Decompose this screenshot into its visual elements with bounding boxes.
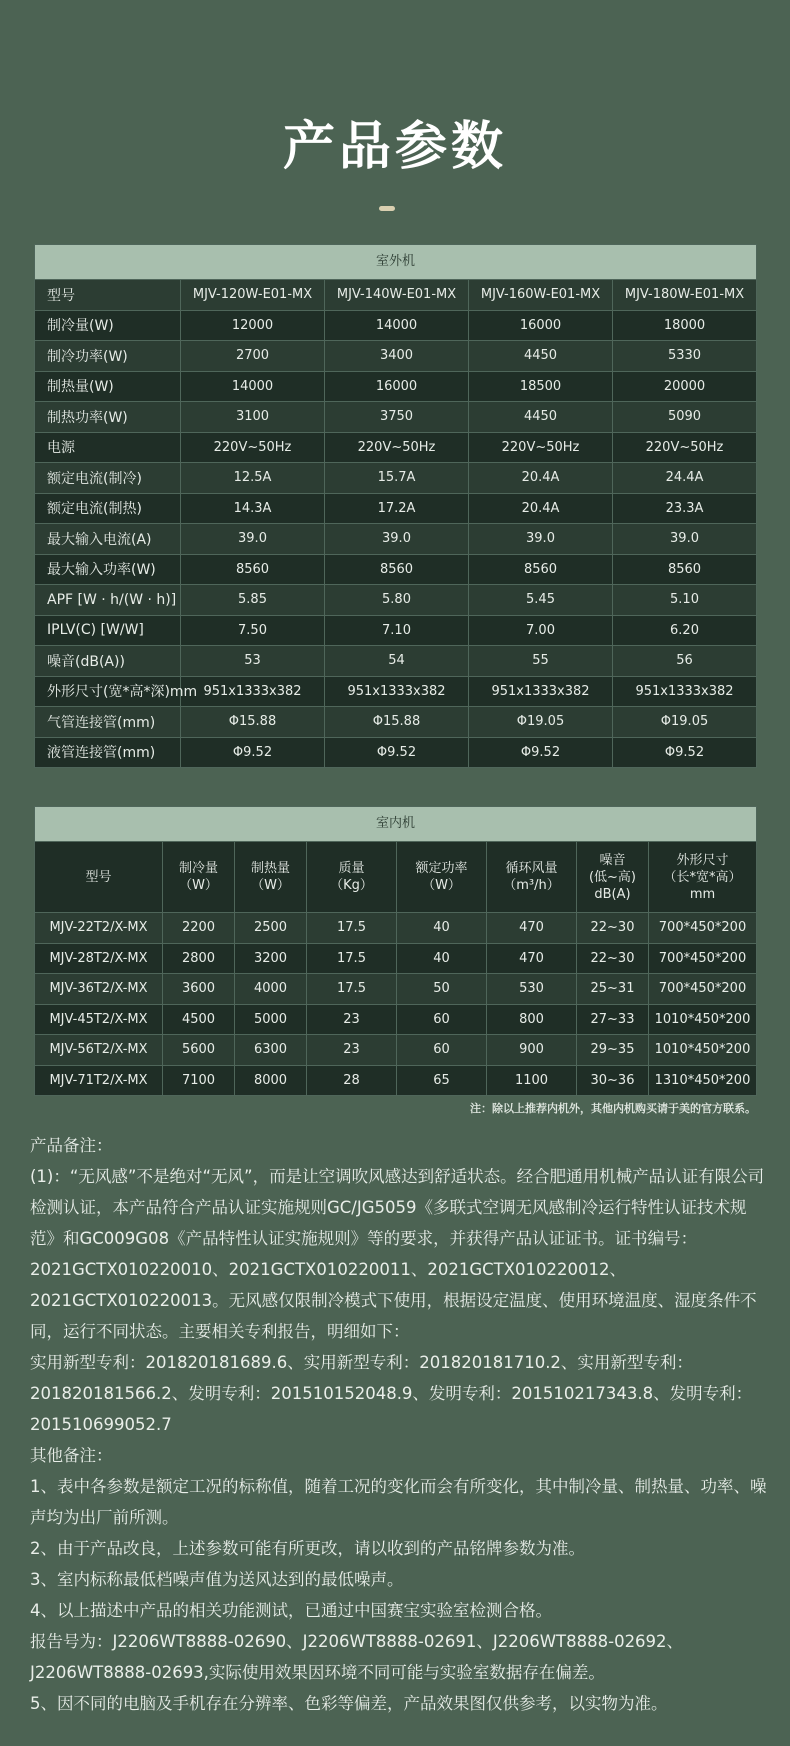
outdoor-cell: 23.3A bbox=[613, 493, 757, 524]
outdoor-cell: 5.85 bbox=[181, 585, 325, 616]
outdoor-row-label: 液管连接管(mm) bbox=[35, 737, 181, 768]
indoor-cell: MJV-45T2/X-MX bbox=[35, 1004, 163, 1035]
outdoor-cell: 16000 bbox=[469, 310, 613, 341]
outdoor-cell: 53 bbox=[181, 646, 325, 677]
outdoor-cell: 5.80 bbox=[325, 585, 469, 616]
indoor-header-line: （长*宽*高） bbox=[663, 869, 742, 885]
outdoor-row bbox=[35, 585, 757, 616]
outdoor-row-label: APF [W · h/(W · h)] bbox=[35, 585, 181, 616]
outdoor-row bbox=[35, 676, 757, 707]
outdoor-cell: Φ19.05 bbox=[613, 707, 757, 738]
outdoor-row bbox=[35, 615, 757, 646]
remark-paragraph: 4、以上描述中产品的相关功能测试，已通过中国赛宝实验室检测合格。 bbox=[30, 1601, 552, 1620]
outdoor-cell: 8560 bbox=[181, 554, 325, 585]
indoor-header-6 bbox=[577, 842, 649, 913]
indoor-cell: 530 bbox=[487, 974, 577, 1005]
outdoor-cell: 20000 bbox=[613, 371, 757, 402]
outdoor-row bbox=[35, 524, 757, 555]
outdoor-cell: 220V~50Hz bbox=[325, 432, 469, 463]
outdoor-cell: 6.20 bbox=[613, 615, 757, 646]
indoor-cell: 2200 bbox=[163, 913, 235, 944]
indoor-row bbox=[35, 1065, 757, 1096]
indoor-row bbox=[35, 974, 757, 1005]
indoor-cell: 30~36 bbox=[577, 1065, 649, 1096]
indoor-header-line: （m³/h） bbox=[503, 878, 560, 893]
indoor-cell: 27~33 bbox=[577, 1004, 649, 1035]
indoor-cell: 700*450*200 bbox=[649, 943, 757, 974]
indoor-cell: 22~30 bbox=[577, 913, 649, 944]
outdoor-model-1: MJV-140W-E01-MX bbox=[325, 280, 469, 311]
outdoor-cell: 7.50 bbox=[181, 615, 325, 646]
outdoor-row bbox=[35, 310, 757, 341]
indoor-row bbox=[35, 1004, 757, 1035]
indoor-cell: 23 bbox=[307, 1035, 397, 1066]
outdoor-cell: 2700 bbox=[181, 341, 325, 372]
indoor-header-4 bbox=[397, 842, 487, 913]
outdoor-model-2: MJV-160W-E01-MX bbox=[469, 280, 613, 311]
outdoor-cell: Φ9.52 bbox=[325, 737, 469, 768]
outdoor-cell: 55 bbox=[469, 646, 613, 677]
outdoor-cell: 5330 bbox=[613, 341, 757, 372]
indoor-header-line: 制热量 bbox=[250, 861, 290, 876]
remark-paragraph: 5、因不同的电脑及手机存在分辨率、色彩等偏差，产品效果图仅供参考，以实物为准。 bbox=[30, 1694, 668, 1713]
outdoor-cell: 5.10 bbox=[613, 585, 757, 616]
indoor-cell: 22~30 bbox=[577, 943, 649, 974]
outdoor-model-3: MJV-180W-E01-MX bbox=[613, 280, 757, 311]
indoor-cell: 40 bbox=[397, 943, 487, 974]
outdoor-cell: 18500 bbox=[469, 371, 613, 402]
remark-paragraph: 3、室内标称最低档噪声值为送风达到的最低噪声。 bbox=[30, 1570, 404, 1589]
indoor-cell: 25~31 bbox=[577, 974, 649, 1005]
outdoor-cell: 54 bbox=[325, 646, 469, 677]
indoor-cell: MJV-28T2/X-MX bbox=[35, 943, 163, 974]
indoor-cell: 50 bbox=[397, 974, 487, 1005]
outdoor-cell: 14000 bbox=[181, 371, 325, 402]
indoor-header-5 bbox=[487, 842, 577, 913]
remarks-section bbox=[30, 1130, 770, 1719]
outdoor-row bbox=[35, 707, 757, 738]
outdoor-spec-table bbox=[34, 244, 757, 768]
outdoor-cell: 20.4A bbox=[469, 493, 613, 524]
outdoor-row-label: 最大输入功率(W) bbox=[35, 554, 181, 585]
outdoor-row bbox=[35, 402, 757, 433]
indoor-cell: 1010*450*200 bbox=[649, 1035, 757, 1066]
indoor-header-line: （Kg） bbox=[330, 878, 373, 893]
outdoor-row-label: 额定电流(制冷) bbox=[35, 463, 181, 494]
indoor-cell: 700*450*200 bbox=[649, 913, 757, 944]
outdoor-cell: 56 bbox=[613, 646, 757, 677]
indoor-spec-table bbox=[34, 806, 757, 1096]
indoor-header-line: （W） bbox=[251, 878, 290, 893]
indoor-cell: 17.5 bbox=[307, 974, 397, 1005]
outdoor-row bbox=[35, 554, 757, 585]
indoor-header-line: mm bbox=[689, 886, 716, 902]
indoor-cell: 28 bbox=[307, 1065, 397, 1096]
indoor-row bbox=[35, 1035, 757, 1066]
outdoor-row-label: 最大输入电流(A) bbox=[35, 524, 181, 555]
indoor-header-1 bbox=[163, 842, 235, 913]
outdoor-row-label: 噪音(dB(A)) bbox=[35, 646, 181, 677]
remark-paragraph: (1)：“无风感”不是绝对“无风”，而是让空调吹风感达到舒适状态。经合肥通用机械产品认证有限公司检测认证，本产品符合产品认证实施规则GC/JG5059《多联式空调无风感制冷运行特性认证技术规范》和GC009G08《产品特性认证实施规则》等的要求，并获得产品认证证书。证书编号：2021GCTX010220010、2021GCTX010220011、2021GCTX010220012、2021GCTX010220013。无风感仅限制冷模式下使用，根据设定温度、使用环境温度、湿度条件不同，运行不同状态。主要相关专利报告，明细如下： bbox=[30, 1167, 765, 1341]
outdoor-cell: Φ15.88 bbox=[325, 707, 469, 738]
indoor-cell: MJV-36T2/X-MX bbox=[35, 974, 163, 1005]
outdoor-row bbox=[35, 737, 757, 768]
indoor-cell: 65 bbox=[397, 1065, 487, 1096]
indoor-cell: 2500 bbox=[235, 913, 307, 944]
indoor-cell: 17.5 bbox=[307, 913, 397, 944]
outdoor-row-label: 气管连接管(mm) bbox=[35, 707, 181, 738]
indoor-header-line: 循环风量 bbox=[505, 861, 558, 876]
outdoor-cell: Φ9.52 bbox=[613, 737, 757, 768]
outdoor-cell: 3100 bbox=[181, 402, 325, 433]
outdoor-row-label: IPLV(C) [W/W] bbox=[35, 615, 181, 646]
indoor-cell: 470 bbox=[487, 943, 577, 974]
indoor-cell: 3600 bbox=[163, 974, 235, 1005]
outdoor-cell: 39.0 bbox=[613, 524, 757, 555]
outdoor-row-label: 制冷功率(W) bbox=[35, 341, 181, 372]
outdoor-cell: 4450 bbox=[469, 402, 613, 433]
indoor-cell: 8000 bbox=[235, 1065, 307, 1096]
remark-paragraph: 报告号为：J2206WT8888-02690、J2206WT8888-02691、J2206WT8888-02692、J2206WT8888-02693,实际使用效果因环境不同可能与实验室数据存在偏差。 bbox=[30, 1632, 684, 1682]
indoor-cell: MJV-56T2/X-MX bbox=[35, 1035, 163, 1066]
outdoor-caption: 室外机 bbox=[35, 245, 757, 280]
outdoor-row bbox=[35, 432, 757, 463]
outdoor-cell: 951x1333x382 bbox=[613, 676, 757, 707]
indoor-cell: 6300 bbox=[235, 1035, 307, 1066]
indoor-cell: 40 bbox=[397, 913, 487, 944]
outdoor-cell: 7.10 bbox=[325, 615, 469, 646]
indoor-header-2 bbox=[235, 842, 307, 913]
indoor-header-line: 噪音 bbox=[599, 852, 626, 868]
outdoor-row bbox=[35, 371, 757, 402]
indoor-header-line: (低~高) bbox=[588, 869, 637, 885]
outdoor-cell: 39.0 bbox=[325, 524, 469, 555]
outdoor-cell: 5.45 bbox=[469, 585, 613, 616]
outdoor-cell: Φ19.05 bbox=[469, 707, 613, 738]
indoor-cell: 4500 bbox=[163, 1004, 235, 1035]
indoor-cell: 23 bbox=[307, 1004, 397, 1035]
outdoor-row bbox=[35, 463, 757, 494]
indoor-cell: 5600 bbox=[163, 1035, 235, 1066]
outdoor-cell: 12000 bbox=[181, 310, 325, 341]
outdoor-model-0: MJV-120W-E01-MX bbox=[181, 280, 325, 311]
indoor-row bbox=[35, 943, 757, 974]
outdoor-cell: 12.5A bbox=[181, 463, 325, 494]
page-title: 产品参数 bbox=[282, 117, 507, 177]
indoor-cell: 4000 bbox=[235, 974, 307, 1005]
outdoor-row-label: 电源 bbox=[35, 432, 181, 463]
indoor-cell: 1310*450*200 bbox=[649, 1065, 757, 1096]
indoor-cell: 800 bbox=[487, 1004, 577, 1035]
outdoor-cell: Φ15.88 bbox=[181, 707, 325, 738]
outdoor-cell: 8560 bbox=[469, 554, 613, 585]
indoor-cell: 1100 bbox=[487, 1065, 577, 1096]
indoor-cell: 900 bbox=[487, 1035, 577, 1066]
outdoor-cell: Φ9.52 bbox=[181, 737, 325, 768]
indoor-cell: 2800 bbox=[163, 943, 235, 974]
outdoor-row-label: 制热功率(W) bbox=[35, 402, 181, 433]
indoor-header-7 bbox=[649, 842, 757, 913]
outdoor-row-label: 外形尺寸(宽*高*深)mm bbox=[35, 676, 181, 707]
outdoor-cell: 3400 bbox=[325, 341, 469, 372]
indoor-header-line: 质量 bbox=[338, 861, 365, 876]
indoor-cell: 1010*450*200 bbox=[649, 1004, 757, 1035]
indoor-cell: MJV-71T2/X-MX bbox=[35, 1065, 163, 1096]
indoor-cell: 60 bbox=[397, 1004, 487, 1035]
outdoor-cell: Φ9.52 bbox=[469, 737, 613, 768]
remark-paragraph: 2、由于产品改良，上述参数可能有所更改，请以收到的产品铭牌参数为准。 bbox=[30, 1539, 585, 1558]
indoor-header-line: （W） bbox=[422, 878, 461, 893]
recommendation-note: 注：除以上推荐内机外，其他内机购买请于美的官方联系。 bbox=[470, 1102, 756, 1115]
outdoor-cell: 14.3A bbox=[181, 493, 325, 524]
outdoor-cell: 16000 bbox=[325, 371, 469, 402]
outdoor-row bbox=[35, 341, 757, 372]
outdoor-cell: 220V~50Hz bbox=[181, 432, 325, 463]
indoor-header-line: 额定功率 bbox=[415, 861, 468, 876]
outdoor-cell: 17.2A bbox=[325, 493, 469, 524]
remark-paragraph: 1、表中各参数是额定工况的标称值，随着工况的变化而会有所变化，其中制冷量、制热量、功率、噪声均为出厂前所测。 bbox=[30, 1477, 767, 1527]
remark-paragraph: 其他备注： bbox=[30, 1446, 113, 1465]
outdoor-row-label: 制冷量(W) bbox=[35, 310, 181, 341]
indoor-cell: 470 bbox=[487, 913, 577, 944]
outdoor-cell: 8560 bbox=[325, 554, 469, 585]
indoor-header-line: 制冷量 bbox=[178, 861, 218, 876]
remark-paragraph: 产品备注： bbox=[30, 1136, 113, 1155]
outdoor-cell: 220V~50Hz bbox=[469, 432, 613, 463]
outdoor-row-label: 制热量(W) bbox=[35, 371, 181, 402]
outdoor-cell: 5090 bbox=[613, 402, 757, 433]
indoor-row bbox=[35, 913, 757, 944]
indoor-cell: 5000 bbox=[235, 1004, 307, 1035]
outdoor-cell: 15.7A bbox=[325, 463, 469, 494]
outdoor-cell: 220V~50Hz bbox=[613, 432, 757, 463]
outdoor-cell: 951x1333x382 bbox=[181, 676, 325, 707]
outdoor-cell: 24.4A bbox=[613, 463, 757, 494]
indoor-header-line: 型号 bbox=[85, 869, 112, 885]
indoor-cell: 700*450*200 bbox=[649, 974, 757, 1005]
indoor-header-3 bbox=[307, 842, 397, 913]
indoor-caption: 室内机 bbox=[35, 807, 757, 842]
indoor-cell: MJV-22T2/X-MX bbox=[35, 913, 163, 944]
outdoor-cell: 4450 bbox=[469, 341, 613, 372]
indoor-cell: 3200 bbox=[235, 943, 307, 974]
indoor-cell: 17.5 bbox=[307, 943, 397, 974]
outdoor-cell: 3750 bbox=[325, 402, 469, 433]
outdoor-row bbox=[35, 646, 757, 677]
outdoor-row bbox=[35, 493, 757, 524]
indoor-header-line: dB(A) bbox=[594, 886, 631, 902]
indoor-cell: 29~35 bbox=[577, 1035, 649, 1066]
remark-paragraph: 实用新型专利：201820181689.6、实用新型专利：201820181710.2、实用新型专利：201820181566.2、发明专利：201510152048.9、发明专利：201510217343.8、发明专利：201510699052.7 bbox=[30, 1353, 753, 1434]
outdoor-header-label: 型号 bbox=[35, 280, 181, 311]
indoor-cell: 60 bbox=[397, 1035, 487, 1066]
indoor-cell: 7100 bbox=[163, 1065, 235, 1096]
indoor-header-line: （W） bbox=[179, 878, 218, 893]
outdoor-row-label: 额定电流(制热) bbox=[35, 493, 181, 524]
title-underline bbox=[379, 206, 395, 211]
outdoor-cell: 951x1333x382 bbox=[325, 676, 469, 707]
indoor-header-0 bbox=[35, 842, 163, 913]
indoor-header-line: 外形尺寸 bbox=[676, 852, 729, 868]
outdoor-cell: 951x1333x382 bbox=[469, 676, 613, 707]
outdoor-cell: 39.0 bbox=[181, 524, 325, 555]
outdoor-cell: 7.00 bbox=[469, 615, 613, 646]
outdoor-cell: 18000 bbox=[613, 310, 757, 341]
outdoor-cell: 20.4A bbox=[469, 463, 613, 494]
outdoor-cell: 14000 bbox=[325, 310, 469, 341]
outdoor-cell: 39.0 bbox=[469, 524, 613, 555]
outdoor-cell: 8560 bbox=[613, 554, 757, 585]
